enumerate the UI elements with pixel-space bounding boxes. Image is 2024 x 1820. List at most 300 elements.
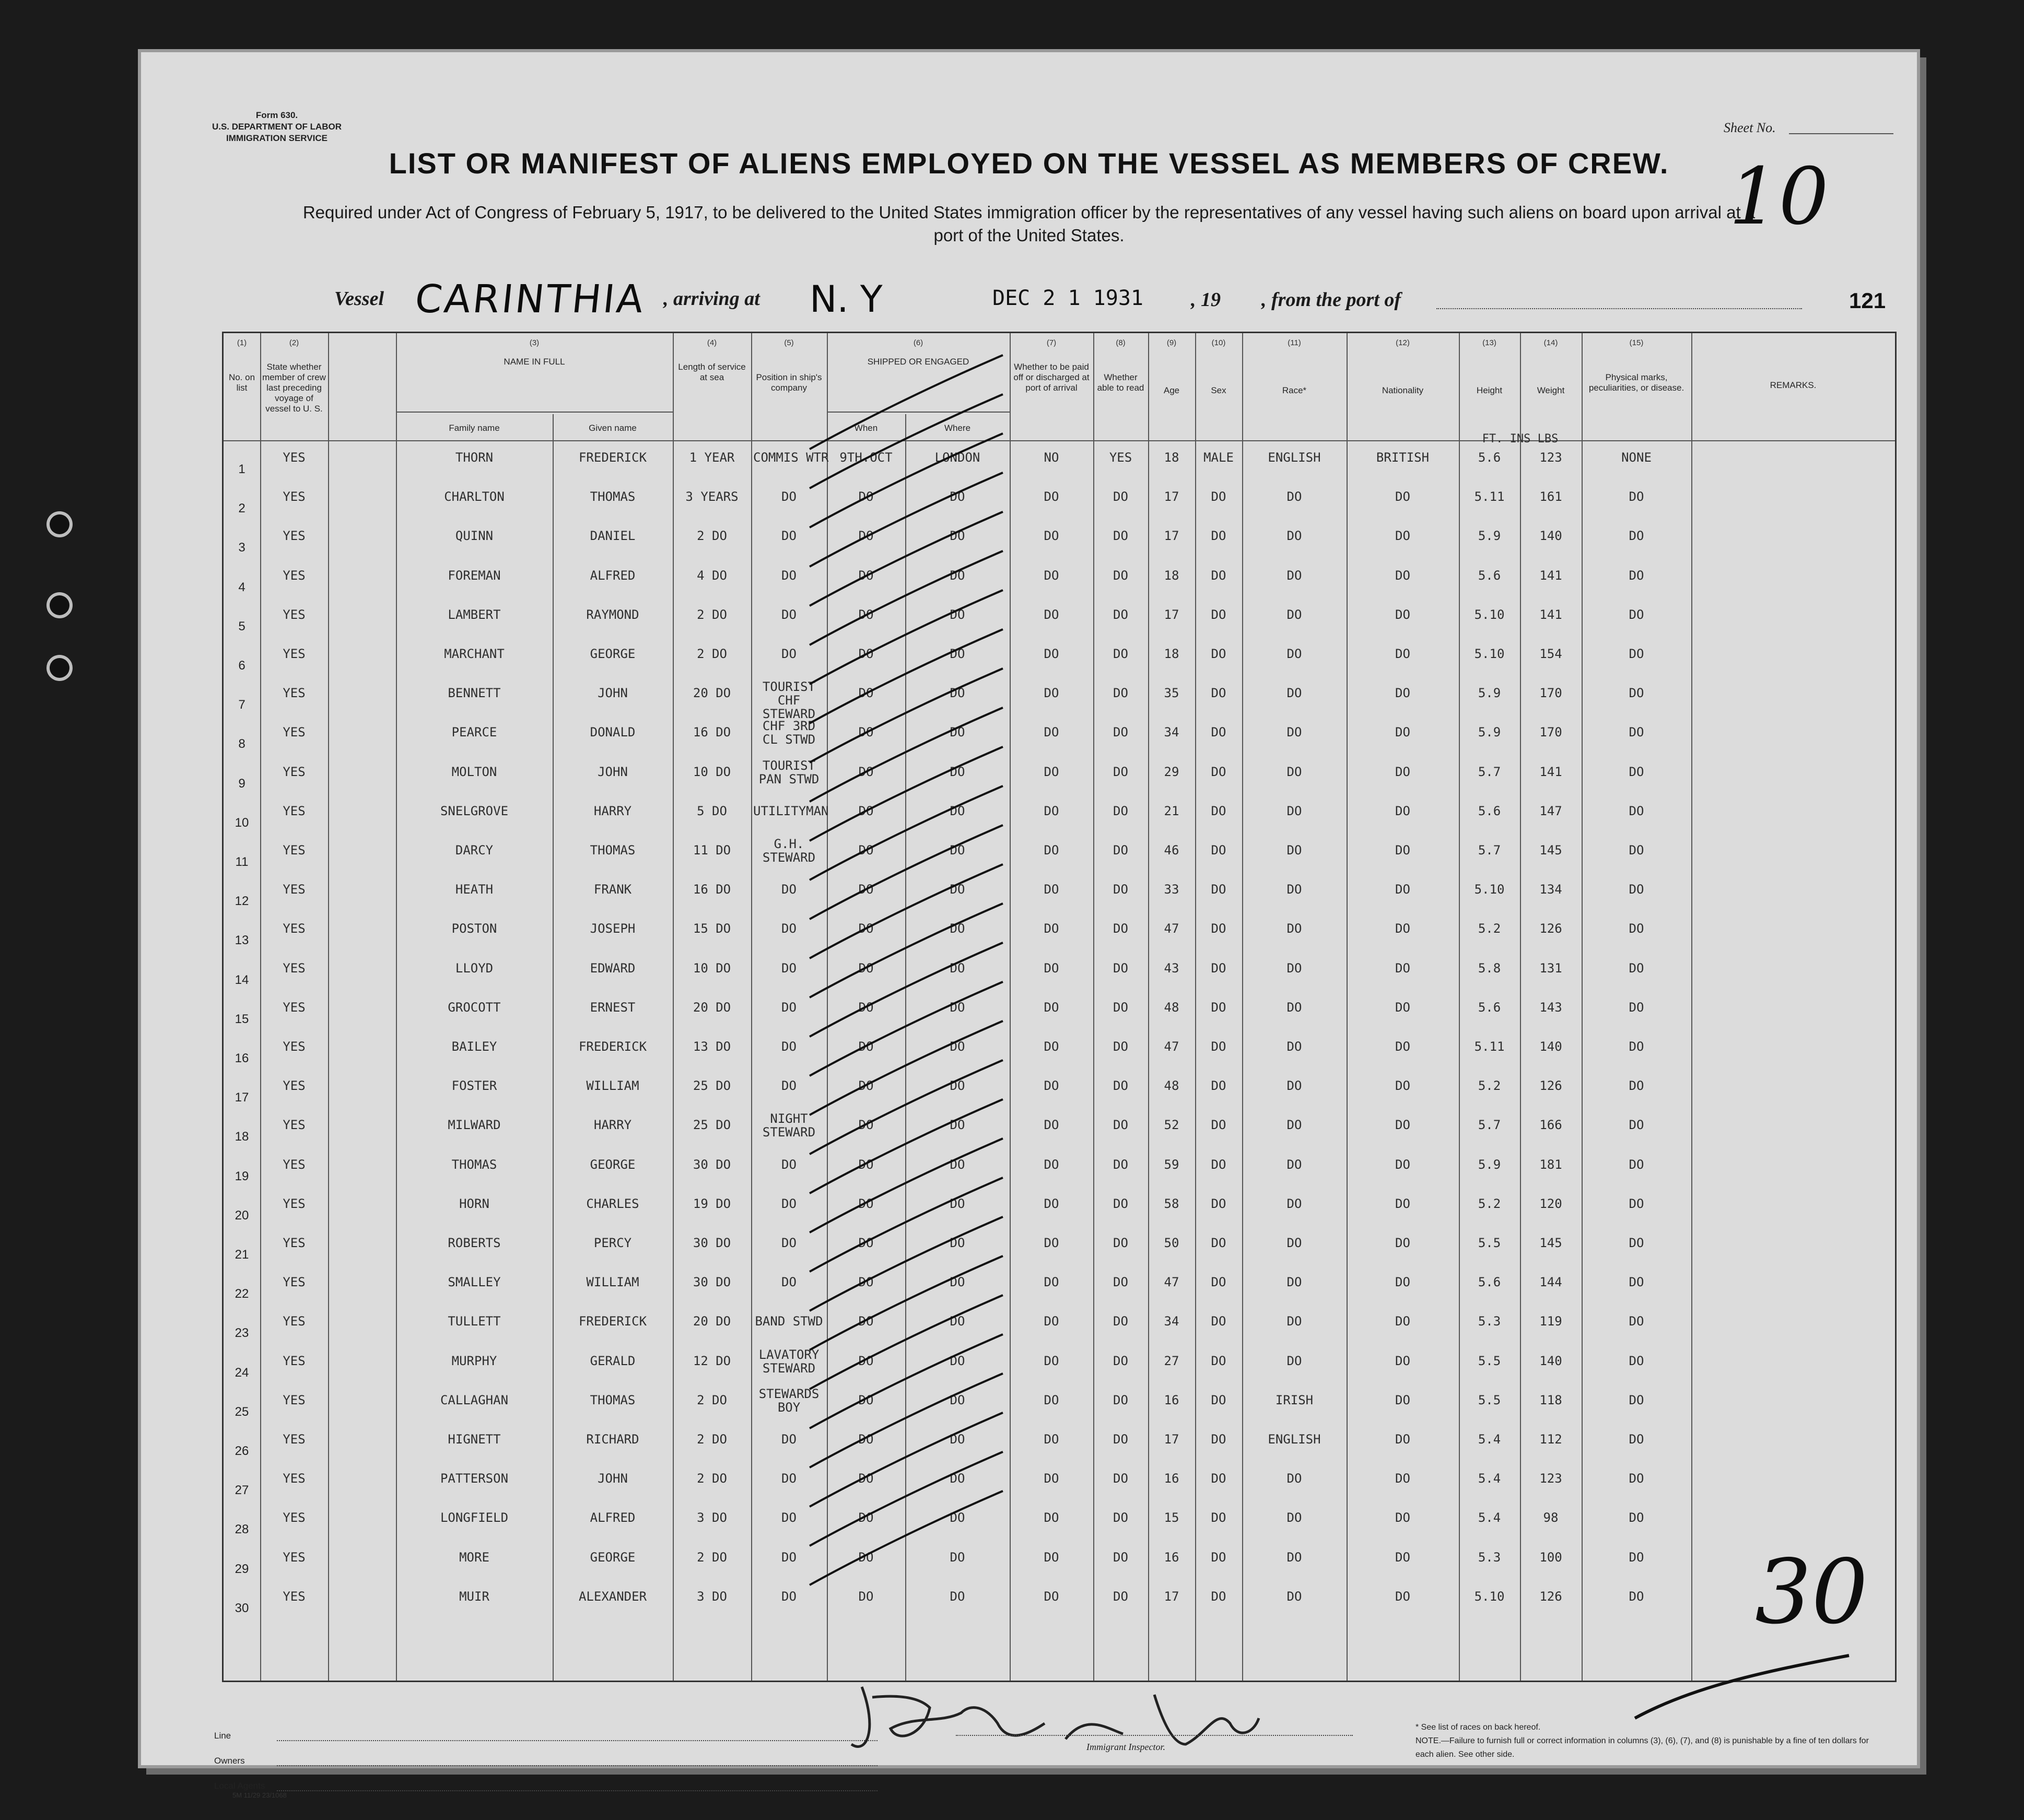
column-header: Sex [1211, 385, 1226, 395]
cell-where: DO [950, 1039, 965, 1054]
cell-position: CHF 3RD CL STWD [762, 719, 816, 747]
cell-sex: DO [1211, 1275, 1226, 1290]
cell-where: DO [950, 921, 965, 936]
check-stroke [810, 590, 1003, 684]
cell-where: DO [950, 489, 965, 504]
cell-when: DO [858, 843, 874, 858]
footer-labels [214, 1723, 265, 1799]
cell-prev: YES [283, 921, 306, 936]
cell-sex: DO [1211, 803, 1226, 818]
cell-given: ALFRED [590, 1510, 636, 1525]
inspector-line [956, 1735, 1353, 1736]
cell-weight: 100 [1539, 1549, 1562, 1565]
cell-marks: DO [1629, 489, 1644, 504]
cell-marks: NONE [1621, 450, 1652, 465]
cell-read: DO [1113, 1275, 1128, 1290]
cell-sex: DO [1211, 489, 1226, 504]
row-number: 19 [235, 1169, 249, 1183]
cell-when: DO [858, 1000, 874, 1015]
cell-where: DO [950, 1353, 965, 1368]
cell-given: ERNEST [590, 1000, 636, 1015]
cell-marks: DO [1629, 1589, 1644, 1604]
cell-when: DO [858, 803, 874, 818]
column-rule [751, 333, 752, 1681]
cell-weight: 145 [1539, 843, 1562, 858]
cell-prev: YES [283, 1157, 306, 1172]
row-number: 26 [235, 1444, 249, 1458]
cell-race: DO [1286, 1471, 1302, 1486]
cell-service: 2 DO [697, 1392, 727, 1407]
cell-race: DO [1286, 803, 1302, 818]
check-stroke [810, 668, 1003, 762]
row-number: 3 [238, 541, 245, 555]
cell-weight: 181 [1539, 1157, 1562, 1172]
column-rule [328, 333, 329, 1681]
column-rule [1582, 333, 1583, 1681]
cell-weight: 141 [1539, 607, 1562, 622]
cell-service: 2 DO [697, 1549, 727, 1565]
cell-where: DO [950, 1432, 965, 1447]
cell-read: DO [1113, 1196, 1128, 1211]
cell-marks: DO [1629, 1196, 1644, 1211]
cell-paid: DO [1044, 1432, 1059, 1447]
cell-weight: 140 [1539, 529, 1562, 544]
cell-given: DANIEL [590, 529, 636, 544]
cell-prev: YES [283, 1078, 306, 1094]
cell-sex: DO [1211, 1510, 1226, 1525]
cell-given: GEORGE [590, 1157, 636, 1172]
cell-weight: 123 [1539, 450, 1562, 465]
cell-nat: DO [1395, 529, 1410, 544]
cell-family: MURPHY [451, 1353, 497, 1368]
cell-age: 27 [1164, 1353, 1179, 1368]
cell-paid: DO [1044, 568, 1059, 583]
cell-when: DO [858, 1118, 874, 1133]
cell-service: 13 DO [693, 1039, 731, 1054]
check-stroke [810, 1217, 1003, 1311]
check-stroke [810, 1295, 1003, 1389]
check-stroke [810, 1334, 1003, 1428]
cell-service: 19 DO [693, 1196, 731, 1211]
cell-service: 3 DO [697, 1589, 727, 1604]
cell-race: DO [1286, 882, 1302, 897]
cell-height: 5.3 [1478, 1314, 1501, 1329]
cell-weight: 154 [1539, 647, 1562, 661]
cell-position: DO [781, 1471, 797, 1486]
cell-sex: DO [1211, 1196, 1226, 1211]
cell-position: DO [781, 1039, 797, 1054]
column-rule [260, 333, 261, 1681]
cell-race: DO [1286, 764, 1302, 779]
cell-age: 34 [1164, 725, 1179, 740]
column-rule [1520, 333, 1521, 1681]
column-header: Height [1476, 385, 1503, 395]
cell-when: DO [858, 529, 874, 544]
column-rule [1148, 333, 1149, 1681]
cell-height: 5.5 [1478, 1353, 1501, 1368]
column-rule [1691, 333, 1692, 1681]
cell-nat: DO [1395, 1236, 1410, 1250]
cell-sex: DO [1211, 568, 1226, 583]
crew-table [222, 332, 1897, 1682]
cell-race: ENGLISH [1268, 450, 1321, 465]
column-header: State whether member of crew last preceding voyage of vessel to U. S. [262, 362, 326, 414]
cell-paid: DO [1044, 1196, 1059, 1211]
cell-family: MARCHANT [444, 647, 505, 661]
cell-position: STEWARDS BOY [758, 1386, 820, 1415]
cell-given: WILLIAM [586, 1078, 639, 1094]
cell-marks: DO [1629, 725, 1644, 740]
cell-height: 5.5 [1478, 1236, 1501, 1250]
cell-where: DO [950, 882, 965, 897]
cell-weight: 140 [1539, 1353, 1562, 1368]
cell-family: SMALLEY [448, 1275, 501, 1290]
cell-marks: DO [1629, 960, 1644, 976]
row-number: 15 [235, 1012, 249, 1026]
cell-where: DO [950, 1510, 965, 1525]
cell-when: DO [858, 1510, 874, 1525]
cell-service: 4 DO [697, 568, 727, 583]
cell-when: DO [858, 1236, 874, 1250]
cell-paid: DO [1044, 647, 1059, 661]
cell-given: RICHARD [586, 1432, 639, 1447]
vessel-label: Vessel [334, 288, 384, 310]
row-number: 18 [235, 1130, 249, 1144]
cell-nat: DO [1395, 647, 1410, 661]
cell-race: DO [1286, 1118, 1302, 1133]
cell-prev: YES [283, 803, 306, 818]
cell-height: 5.4 [1478, 1432, 1501, 1447]
cell-when: DO [858, 1039, 874, 1054]
column-number: (1) [237, 338, 247, 347]
cell-prev: YES [283, 843, 306, 858]
cell-service: 20 DO [693, 1314, 731, 1329]
cell-weight: 118 [1539, 1392, 1562, 1407]
cell-service: 12 DO [693, 1353, 731, 1368]
row-number: 23 [235, 1326, 249, 1341]
cell-prev: YES [283, 725, 306, 740]
check-stroke [810, 864, 1003, 958]
cell-height: 5.7 [1478, 764, 1501, 779]
cell-position: TOURIST CHF STEWARD [762, 679, 816, 722]
cell-read: DO [1113, 1589, 1128, 1604]
cell-weight: 143 [1539, 1000, 1562, 1015]
cell-sex: DO [1211, 1432, 1226, 1447]
cell-height: 5.6 [1478, 568, 1501, 583]
cell-age: 16 [1164, 1392, 1179, 1407]
column-header: Length of service at sea [678, 362, 746, 382]
cell-read: DO [1113, 1549, 1128, 1565]
check-stroke [810, 1413, 1003, 1507]
from-port-line [1436, 308, 1802, 309]
cell-marks: DO [1629, 607, 1644, 622]
cell-height: 5.2 [1478, 1078, 1501, 1094]
cell-prev: YES [283, 489, 306, 504]
row-number: 28 [235, 1522, 249, 1537]
cell-read: DO [1113, 1392, 1128, 1407]
cell-paid: DO [1044, 1236, 1059, 1250]
cell-marks: DO [1629, 1510, 1644, 1525]
cell-family: SNELGROVE [440, 803, 509, 818]
cell-marks: DO [1629, 803, 1644, 818]
cell-paid: DO [1044, 1157, 1059, 1172]
cell-when: DO [858, 686, 874, 701]
cell-sex: DO [1211, 1589, 1226, 1604]
row-number: 8 [238, 737, 245, 752]
column-number: (4) [707, 338, 717, 347]
cell-age: 18 [1164, 568, 1179, 583]
cell-where: DO [950, 1078, 965, 1094]
cell-service: 2 DO [697, 647, 727, 661]
cell-when: DO [858, 1589, 874, 1604]
cell-read: DO [1113, 529, 1128, 544]
row-number: 4 [238, 580, 245, 594]
check-stroke [810, 355, 1003, 449]
cell-sex: DO [1211, 1392, 1226, 1407]
check-stroke [810, 1178, 1003, 1272]
cell-marks: DO [1629, 1157, 1644, 1172]
cell-read: DO [1113, 882, 1128, 897]
line-label: Line [214, 1731, 231, 1741]
cell-nat: DO [1395, 1589, 1410, 1604]
form-number: Form 630. [255, 110, 298, 120]
cell-prev: YES [283, 1589, 306, 1604]
cell-position: DO [781, 607, 797, 622]
cell-race: DO [1286, 1314, 1302, 1329]
row-number: 22 [235, 1287, 249, 1301]
cell-race: DO [1286, 607, 1302, 622]
cell-read: DO [1113, 960, 1128, 976]
cell-family: BAILEY [451, 1039, 497, 1054]
sheet-number-label: Sheet No. [1724, 120, 1776, 135]
cell-where: DO [950, 1589, 965, 1604]
cell-weight: 144 [1539, 1275, 1562, 1290]
cell-weight: 141 [1539, 764, 1562, 779]
column-header: SHIPPED OR ENGAGED [867, 357, 969, 367]
cell-age: 47 [1164, 1039, 1179, 1054]
cell-marks: DO [1629, 1078, 1644, 1094]
cell-nat: DO [1395, 1314, 1410, 1329]
column-number: (10) [1211, 338, 1226, 347]
cell-age: 43 [1164, 960, 1179, 976]
cell-given: CHARLES [586, 1196, 639, 1211]
cell-age: 48 [1164, 1078, 1179, 1094]
check-stroke [810, 825, 1003, 919]
sheet-number-line [1789, 133, 1893, 134]
cell-height: 5.11 [1474, 489, 1505, 504]
cell-nat: DO [1395, 1000, 1410, 1015]
cell-paid: DO [1044, 1589, 1059, 1604]
row-number: 16 [235, 1051, 249, 1065]
check-stroke [810, 512, 1003, 606]
check-stroke [810, 473, 1003, 567]
cell-family: DARCY [455, 843, 494, 858]
column-number: (12) [1396, 338, 1410, 347]
cell-given: FREDERICK [578, 1039, 647, 1054]
cell-family: HEATH [455, 882, 494, 897]
cell-marks: DO [1629, 764, 1644, 779]
cell-marks: DO [1629, 1118, 1644, 1133]
cell-paid: DO [1044, 725, 1059, 740]
print-code: 5M 11/29 23/1068 [232, 1791, 287, 1799]
cell-nat: DO [1395, 1275, 1410, 1290]
cell-position: DO [781, 1549, 797, 1565]
cell-position: DO [781, 1589, 797, 1604]
cell-given: GEORGE [590, 647, 636, 661]
cell-read: DO [1113, 489, 1128, 504]
from-port-label: , from the port of [1261, 289, 1401, 311]
requirement-text: Required under Act of Congress of February 5, 1917, to be delivered to the United States immigration officer by the representatives of any vessel having such aliens on board upon arrival at a port of the United States. [302, 203, 1756, 245]
cell-position: DO [781, 921, 797, 936]
cell-paid: DO [1044, 1353, 1059, 1368]
cell-age: 52 [1164, 1118, 1179, 1133]
cell-weight: 120 [1539, 1196, 1562, 1211]
cell-when: DO [858, 921, 874, 936]
cell-read: DO [1113, 1039, 1128, 1054]
cell-prev: YES [283, 960, 306, 976]
cell-read: DO [1113, 1118, 1128, 1133]
cell-service: 16 DO [693, 882, 731, 897]
column-header: Race* [1282, 385, 1307, 395]
cell-prev: YES [283, 1471, 306, 1486]
cell-given: JOHN [598, 1471, 628, 1486]
cell-given: JOSEPH [590, 921, 636, 936]
cell-where: DO [950, 1275, 965, 1290]
binder-hole [50, 658, 69, 678]
cell-weight: 119 [1539, 1314, 1562, 1329]
column-rule [673, 333, 674, 1681]
cell-prev: YES [283, 1000, 306, 1015]
check-stroke [810, 708, 1003, 802]
cell-read: DO [1113, 1078, 1128, 1094]
cell-service: 5 DO [697, 803, 727, 818]
cell-marks: DO [1629, 1236, 1644, 1250]
cell-paid: DO [1044, 1314, 1059, 1329]
cell-weight: 98 [1543, 1510, 1559, 1525]
cell-family: MUIR [459, 1589, 489, 1604]
cell-paid: DO [1044, 1510, 1059, 1525]
cell-paid: DO [1044, 764, 1059, 779]
check-stroke [810, 551, 1003, 645]
cell-where: DO [950, 607, 965, 622]
cell-when: DO [858, 489, 874, 504]
cell-position: BAND STWD [755, 1314, 823, 1329]
check-stroke [810, 1138, 1003, 1232]
cell-when: DO [858, 1314, 874, 1329]
cell-age: 17 [1164, 529, 1179, 544]
cell-race: DO [1286, 1157, 1302, 1172]
cell-nat: DO [1395, 1510, 1410, 1525]
cell-service: 20 DO [693, 686, 731, 701]
column-number: (15) [1629, 338, 1644, 347]
cell-position: LAVATORY STEWARD [758, 1347, 820, 1376]
diagonal-check-marks [794, 345, 1055, 1682]
cell-age: 47 [1164, 1275, 1179, 1290]
column-header: REMARKS. [1770, 380, 1817, 390]
row-number: 14 [235, 972, 249, 987]
cell-height: 5.6 [1478, 803, 1501, 818]
cell-service: 2 DO [697, 529, 727, 544]
check-stroke [810, 1373, 1003, 1467]
cell-given: ALFRED [590, 568, 636, 583]
cell-paid: NO [1044, 450, 1059, 465]
cell-paid: DO [1044, 1118, 1059, 1133]
page-number: 121 [1849, 288, 1886, 313]
cell-given: EDWARD [590, 960, 636, 976]
arrival-port: N. Y [810, 278, 883, 321]
agents-label: Local Agents [214, 1781, 265, 1791]
cell-given: THOMAS [590, 1392, 636, 1407]
cell-where: DO [950, 647, 965, 661]
cell-height: 5.9 [1478, 1157, 1501, 1172]
line-field-line [277, 1740, 878, 1741]
row-number: 11 [235, 855, 249, 869]
cell-marks: DO [1629, 1039, 1644, 1054]
cell-given: THOMAS [590, 843, 636, 858]
cell-age: 59 [1164, 1157, 1179, 1172]
cell-sex: DO [1211, 529, 1226, 544]
cell-prev: YES [283, 1549, 306, 1565]
cell-nat: DO [1395, 1039, 1410, 1054]
cell-race: DO [1286, 1589, 1302, 1604]
cell-paid: DO [1044, 843, 1059, 858]
cell-age: 15 [1164, 1510, 1179, 1525]
cell-prev: YES [283, 1510, 306, 1525]
column-header: Age [1163, 385, 1180, 395]
cell-height: 5.5 [1478, 1392, 1501, 1407]
cell-marks: DO [1629, 647, 1644, 661]
check-stroke [810, 629, 1003, 723]
cell-age: 18 [1164, 450, 1179, 465]
cell-position: DO [781, 489, 797, 504]
cell-height: 5.2 [1478, 1196, 1501, 1211]
cell-position: DO [781, 1000, 797, 1015]
cell-prev: YES [283, 568, 306, 583]
cell-marks: DO [1629, 1392, 1644, 1407]
cell-read: DO [1113, 568, 1128, 583]
cell-prev: YES [283, 1392, 306, 1407]
owners-field-line [277, 1765, 878, 1766]
check-stroke [810, 433, 1003, 527]
cell-family: PATTERSON [440, 1471, 509, 1486]
cell-service: 30 DO [693, 1157, 731, 1172]
cell-service: 3 DO [697, 1510, 727, 1525]
cell-position: COMMIS WTR [753, 450, 829, 465]
cell-race: DO [1286, 1353, 1302, 1368]
column-header: Position in ship's company [756, 372, 822, 393]
column-number: (14) [1543, 338, 1558, 347]
check-stroke [810, 1021, 1003, 1115]
cell-position: DO [781, 882, 797, 897]
cell-sex: DO [1211, 1353, 1226, 1368]
cell-age: 50 [1164, 1236, 1179, 1250]
column-rule [1242, 333, 1243, 1681]
cell-weight: 161 [1539, 489, 1562, 504]
cell-read: DO [1113, 647, 1128, 661]
cell-service: 20 DO [693, 1000, 731, 1015]
cell-height: 5.2 [1478, 921, 1501, 936]
cell-race: DO [1286, 686, 1302, 701]
cell-read: DO [1113, 843, 1128, 858]
binder-hole [50, 514, 69, 534]
cell-where: DO [950, 529, 965, 544]
cell-race: DO [1286, 1275, 1302, 1290]
cell-height: 5.4 [1478, 1510, 1501, 1525]
where-subhead: Where [944, 423, 971, 433]
cell-read: DO [1113, 1000, 1128, 1015]
cell-paid: DO [1044, 921, 1059, 936]
row-number: 10 [235, 815, 249, 830]
